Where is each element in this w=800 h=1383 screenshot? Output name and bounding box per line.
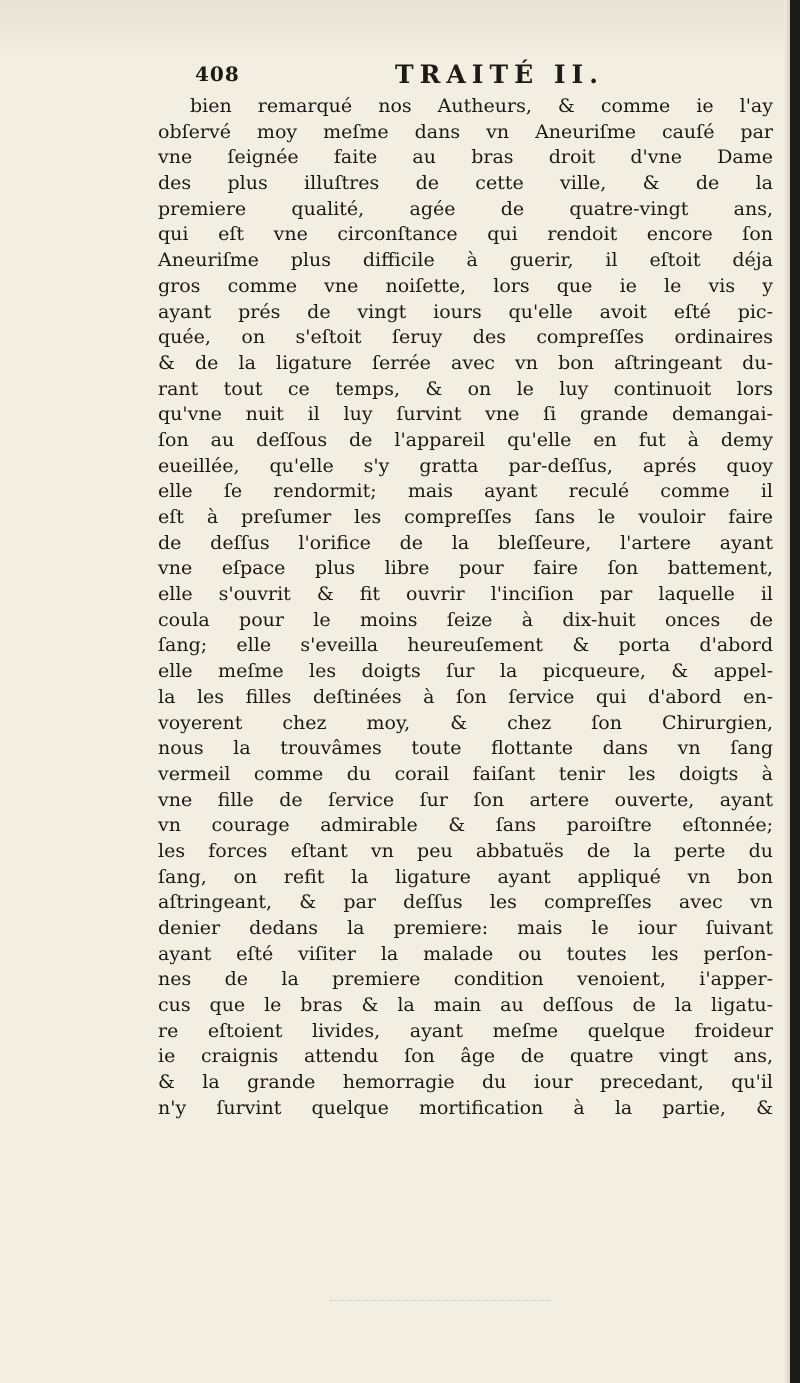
text-line: denier dedans la premiere: mais le iour ſuivant [158, 917, 773, 939]
text-line: ſang; elle s'eveilla heureuſement & porta d'abord [158, 634, 773, 657]
page-number: 408 [195, 62, 240, 86]
text-line: premiere qualité, agée de quatre-vingt ans, [158, 197, 773, 220]
text-line: nous la trouvâmes toute flottante dans vn ſang [158, 737, 773, 760]
page-stain [0, 0, 800, 60]
running-head [195, 62, 755, 94]
text-line: & de la ligature ſerrée avec vn bon aſtringeant du- [158, 351, 773, 374]
text-line: des plus illuſtres de cette ville, & de la [158, 172, 773, 195]
text-line: elle meſme les doigts ſur la picqueure, & appel- [158, 660, 773, 683]
text-line: de deſſus l'orifice de la bleſſeure, l'artere ayant [158, 531, 773, 554]
text-line: ayant eſté viſiter la malade ou toutes les perſon- [158, 942, 773, 965]
text-line: vne ſeignée faite au bras droit d'vne Dame [158, 146, 773, 169]
text-line: qui eſt vne circonſtance qui rendoit encore ſon [158, 223, 773, 246]
text-line: vne fille de ſervice ſur ſon artere ouverte, ayant [158, 788, 773, 811]
text-line: quée, on s'eſtoit ſeruy des compreſſes ordinaires [158, 326, 773, 349]
text-line: voyerent chez moy, & chez ſon Chirurgien, [158, 711, 773, 734]
text-line: vne eſpace plus libre pour faire ſon battement, [158, 557, 773, 580]
text-line: ayant prés de vingt iours qu'elle avoit eſté pic- [158, 300, 773, 323]
text-line: les forces eſtant vn peu abbatuës de la perte du [158, 839, 773, 862]
text-line: & la grande hemorragie du iour precedant, qu'il [158, 1071, 773, 1094]
text-line: aſtringeant, & par deſſus les compreſſes avec vn [158, 891, 773, 914]
text-line: obſervé moy meſme dans vn Aneuriſme cauſé par [158, 120, 773, 143]
running-title: TRAITÉ II. [395, 60, 604, 89]
text-line: cus que le bras & la main au deſſous de la ligatu- [158, 994, 773, 1017]
text-line: vermeil comme du corail faiſant tenir les doigts à [158, 762, 773, 785]
text-line: coula pour le moins ſeize à dix-huit onces de [158, 608, 773, 631]
text-line: n'y ſurvint quelque mortification à la partie, & [158, 1096, 773, 1119]
text-line: elle s'ouvrit & fit ouvrir l'inciſion par laquelle il [158, 583, 773, 606]
text-line: ſang, on refit la ligature ayant appliqué vn bon [158, 865, 773, 888]
text-line: ſon au deſſous de l'appareil qu'elle en fut à demy [158, 428, 773, 451]
text-line: rant tout ce temps, & on le luy continuoit lors [158, 377, 773, 400]
text-line: qu'vne nuit il luy ſurvint vne ſi grande demangai- [158, 403, 773, 426]
text-line: Aneuriſme plus difficile à guerir, il eſtoit déja [158, 249, 773, 272]
text-line: eſt à preſumer les compreſſes ſans le vouloir faire [158, 506, 773, 528]
text-line: re eſtoient livides, ayant meſme quelque froideur [158, 1019, 773, 1042]
text-line: ie craignis attendu ſon âge de quatre vingt ans, [158, 1045, 773, 1068]
text-line: eueillée, qu'elle s'y gratta par-deſſus, aprés quoy [158, 454, 773, 477]
text-line: bien remarqué nos Autheurs, & comme ie l'ay [190, 95, 773, 117]
text-line: nes de la premiere condition venoient, i'apper- [158, 968, 773, 991]
body-text [158, 94, 773, 1122]
bottom-smudge [330, 1300, 550, 1303]
text-line: la les filles deſtinées à ſon ſervice qui d'abord en- [158, 685, 773, 708]
page-edge [790, 0, 800, 1383]
text-line: vn courage admirable & ſans paroiſtre eſtonnée; [158, 814, 773, 837]
text-line: gros comme vne noiſette, lors que ie le vis y [158, 274, 773, 297]
text-line: elle ſe rendormit; mais ayant reculé comme il [158, 480, 773, 503]
